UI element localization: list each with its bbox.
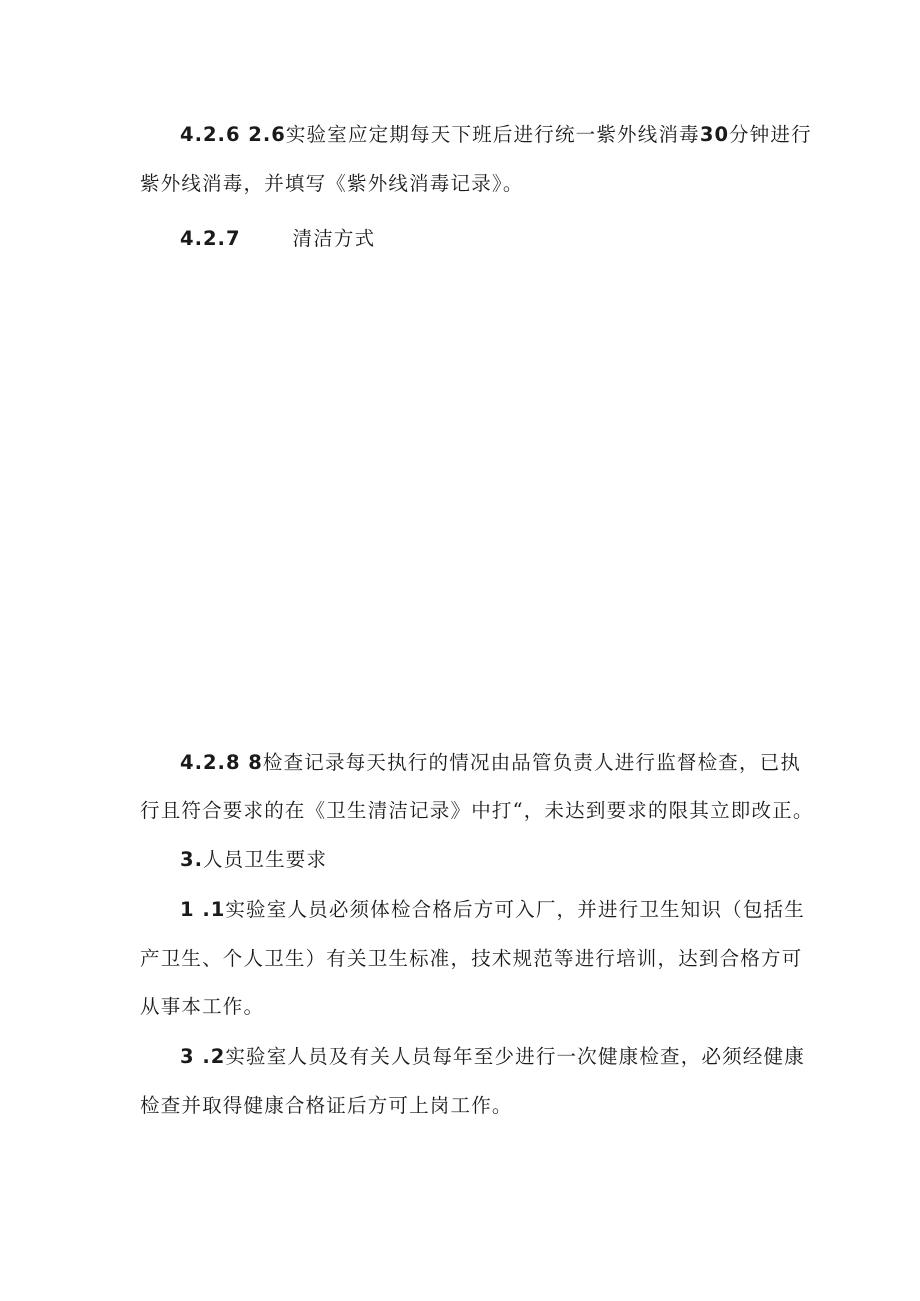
section-number: 4.2.7 <box>180 227 241 250</box>
paragraph-text: 检查记录每天执行的情况由品管负责人进行监督检查，已执 <box>262 751 802 774</box>
paragraph-4-2-6-line-2: 紫外线消毒，并填写《紫外线消毒记录》。 <box>140 172 524 195</box>
paragraph-1-1-line-1 <box>180 896 805 924</box>
heading-text: 人员卫生要求 <box>202 848 328 871</box>
paragraph-text: 分钟进行 <box>729 123 812 146</box>
paragraph-text: 实验室人员必须体检合格后方可入厂，并进行卫生知识（包括生 <box>225 898 805 921</box>
paragraph-4-2-8-line-2: 行且符合要求的在《卫生清洁记录》中打“，未达到要求的限其立即改正。 <box>140 799 814 822</box>
heading-3 <box>180 846 327 874</box>
paragraph-1-1-line-3: 从事本工作。 <box>140 995 265 1018</box>
section-number: 3. <box>180 848 203 871</box>
paragraph-1-1-line-2: 产卫生、个人卫生）有关卫生标准，技术规范等进行培训，达到合格方可 <box>140 947 803 970</box>
paragraph-text: 实验室人员及有关人员每年至少进行一次健康检查，必须经健康 <box>225 1045 805 1068</box>
paragraph-3-2-line-1 <box>180 1043 805 1071</box>
section-number: 4.2.6 2.6 <box>180 123 286 146</box>
section-number: 1 .1 <box>180 898 226 921</box>
paragraph-4-2-8-line-1 <box>180 749 801 777</box>
paragraph-text: 实验室应定期每天下班后进行统一紫外线消毒 <box>285 123 700 146</box>
section-number: 4.2.8 8 <box>180 751 263 774</box>
inline-number: 30 <box>699 123 730 146</box>
paragraph-3-2-line-2: 检查并取得健康合格证后方可上岗工作。 <box>140 1094 513 1117</box>
paragraph-4-2-6-line-1 <box>180 121 812 149</box>
section-number: 3 .2 <box>180 1045 226 1068</box>
heading-4-2-7 <box>180 225 375 253</box>
heading-text: 清洁方式 <box>292 227 376 250</box>
